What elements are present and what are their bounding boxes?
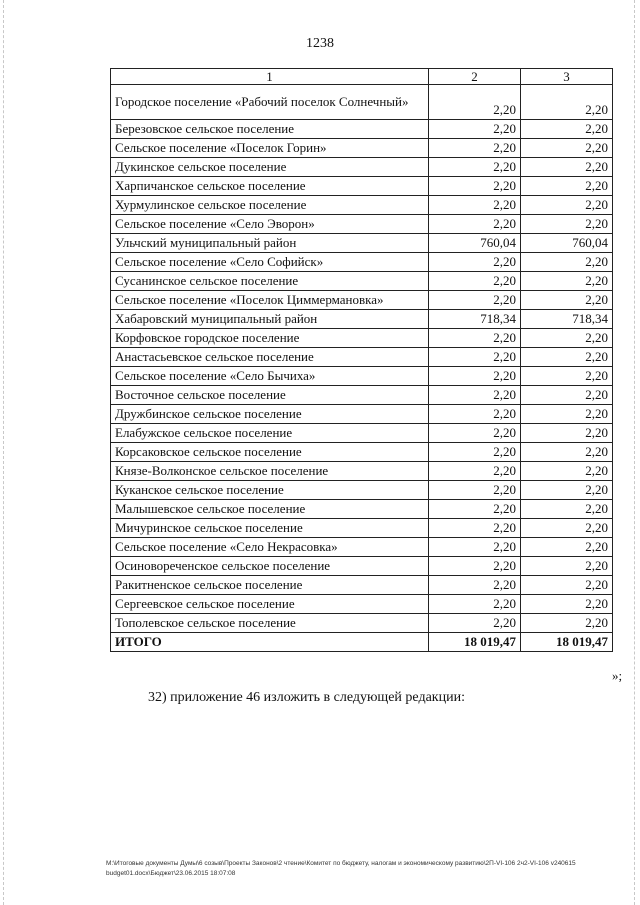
row-name: Сельское поселение «Поселок Циммермановка» [111,291,429,310]
row-col3: 2,20 [521,462,613,481]
page-number: 1238 [306,36,334,51]
row-name: Сельское поселение «Село Софийск» [111,253,429,272]
row-col3: 2,20 [521,177,613,196]
closing-quote: »; [612,668,623,683]
row-col2: 2,20 [429,424,521,443]
row-col3: 718,34 [521,310,613,329]
row-name: Сергеевское сельское поселение [111,595,429,614]
row-name: Корфовское городское поселение [111,329,429,348]
row-col2: 2,20 [429,443,521,462]
row-name: Харпичанское сельское поселение [111,177,429,196]
table-row [111,576,613,595]
row-name: Осиновореченское сельское поселение [111,557,429,576]
row-col2: 2,20 [429,291,521,310]
row-col3: 2,20 [521,215,613,234]
row-col2: 2,20 [429,158,521,177]
row-col3: 2,20 [521,500,613,519]
table-row [111,557,613,576]
row-name: Сельское поселение «Поселок Горин» [111,139,429,158]
table-row [111,158,613,177]
row-col2: 2,20 [429,614,521,633]
row-name: Городское поселение «Рабочий поселок Солнечный» [111,85,429,120]
header-col-3: 3 [521,69,613,85]
row-col2: 2,20 [429,462,521,481]
row-name: Малышевское сельское поселение [111,500,429,519]
table-row [111,519,613,538]
row-col2: 718,34 [429,310,521,329]
row-col3: 2,20 [521,386,613,405]
row-col3: 2,20 [521,367,613,386]
row-col3: 2,20 [521,291,613,310]
total-label: ИТОГО [111,633,429,652]
row-col2: 2,20 [429,85,521,120]
row-name: Елабужское сельское поселение [111,424,429,443]
table-row [111,120,613,139]
row-name: Дружбинское сельское поселение [111,405,429,424]
row-name: Хурмулинское сельское поселение [111,196,429,215]
table-row [111,139,613,158]
row-name: Куканское сельское поселение [111,481,429,500]
row-col2: 2,20 [429,405,521,424]
row-name: Сельское поселение «Село Бычиха» [111,367,429,386]
row-name: Хабаровский муниципальный район [111,310,429,329]
row-col2: 2,20 [429,367,521,386]
row-name: Мичуринское сельское поселение [111,519,429,538]
row-name: Сусанинское сельское поселение [111,272,429,291]
table-row [111,272,613,291]
row-col3: 2,20 [521,424,613,443]
row-col2: 2,20 [429,215,521,234]
table-row [111,310,613,329]
row-col2: 2,20 [429,386,521,405]
table-row [111,196,613,215]
row-col3: 2,20 [521,272,613,291]
header-col-1: 1 [111,69,429,85]
row-col2: 2,20 [429,538,521,557]
row-col3: 2,20 [521,557,613,576]
table-row [111,595,613,614]
table-row [111,85,613,120]
row-name: Восточное сельское поселение [111,386,429,405]
table-row [111,538,613,557]
row-name: Березовское сельское поселение [111,120,429,139]
row-col2: 2,20 [429,120,521,139]
row-name: Дукинское сельское поселение [111,158,429,177]
row-col3: 2,20 [521,614,613,633]
row-col3: 2,20 [521,139,613,158]
table-header-row [111,69,613,85]
row-col3: 2,20 [521,595,613,614]
table-row [111,215,613,234]
row-col3: 2,20 [521,348,613,367]
row-col3: 2,20 [521,538,613,557]
amendment-text: 32) приложение 46 изложить в следующей редакции: [148,690,465,705]
row-name: Корсаковское сельское поселение [111,443,429,462]
table-row [111,424,613,443]
row-col3: 2,20 [521,405,613,424]
row-col2: 2,20 [429,139,521,158]
table-row [111,614,613,633]
row-col2: 2,20 [429,272,521,291]
table-row [111,405,613,424]
table-row [111,348,613,367]
table-body [111,85,613,633]
row-col3: 2,20 [521,120,613,139]
row-name: Тополевское сельское поселение [111,614,429,633]
row-col2: 2,20 [429,519,521,538]
budget-table [110,68,613,652]
row-col2: 2,20 [429,329,521,348]
row-name: Ракитненское сельское поселение [111,576,429,595]
row-col2: 2,20 [429,177,521,196]
row-col3: 2,20 [521,576,613,595]
table-row [111,500,613,519]
row-col2: 2,20 [429,253,521,272]
table-row [111,329,613,348]
row-name: Князе-Волконское сельское поселение [111,462,429,481]
row-col3: 2,20 [521,158,613,177]
row-col2: 2,20 [429,481,521,500]
row-col3: 2,20 [521,196,613,215]
table-row [111,234,613,253]
row-col2: 2,20 [429,196,521,215]
row-name: Сельское поселение «Село Эворон» [111,215,429,234]
right-margin-line [634,0,635,905]
table-row [111,462,613,481]
row-col3: 760,04 [521,234,613,253]
table-row [111,177,613,196]
footer-file-path: M:\Итоговые документы Думы\6 созыв\Проекты Законов\2 чтение\Комитет по бюджету, налогам и экономическому развитию\2П-VI-106 2ч2-VI-106 v240615 budget01.docx\Бюджет\23.06.2015 18:07:08 [106,860,576,877]
row-col3: 2,20 [521,329,613,348]
row-col2: 2,20 [429,576,521,595]
total-col3: 18 019,47 [521,633,613,652]
row-col3: 2,20 [521,85,613,120]
table-row [111,253,613,272]
table-row [111,443,613,462]
row-col2: 2,20 [429,557,521,576]
row-col3: 2,20 [521,519,613,538]
row-col2: 760,04 [429,234,521,253]
row-name: Сельское поселение «Село Некрасовка» [111,538,429,557]
row-name: Анастасьевское сельское поселение [111,348,429,367]
left-margin-line [3,0,4,905]
table-row [111,367,613,386]
row-col2: 2,20 [429,595,521,614]
row-col3: 2,20 [521,253,613,272]
total-row [111,633,613,652]
table-row [111,386,613,405]
row-col2: 2,20 [429,348,521,367]
table-row [111,291,613,310]
row-name: Ульчский муниципальный район [111,234,429,253]
table-row [111,481,613,500]
row-col3: 2,20 [521,443,613,462]
header-col-2: 2 [429,69,521,85]
total-col2: 18 019,47 [429,633,521,652]
row-col3: 2,20 [521,481,613,500]
row-col2: 2,20 [429,500,521,519]
